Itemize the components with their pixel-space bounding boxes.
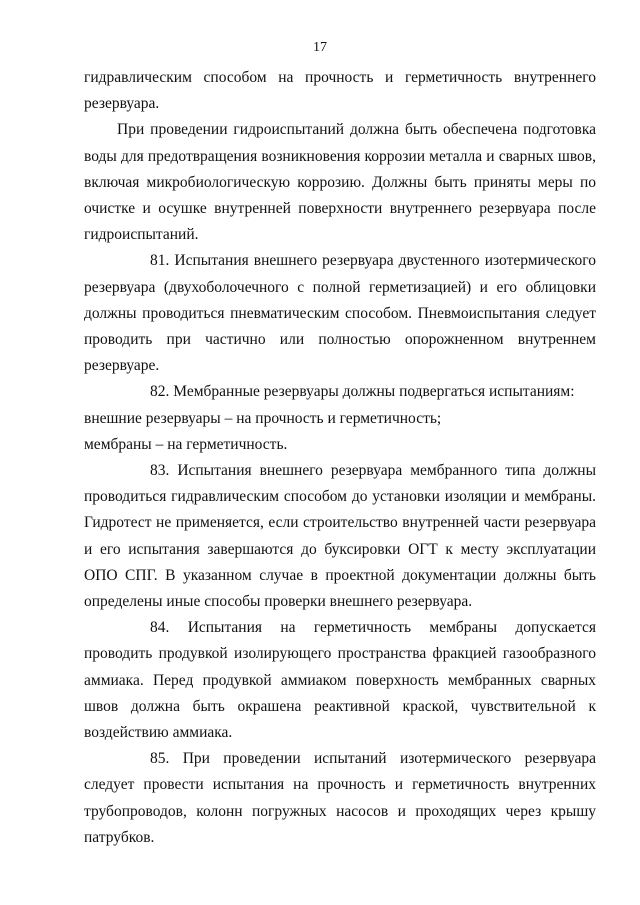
paragraph-84: [84, 615, 596, 746]
list-item-external-tanks: внешние резервуары – на прочность и герметичность;: [84, 409, 442, 427]
paragraph-number-83: 83.: [150, 462, 170, 480]
paragraph-text-84: Испытания на герметичность мембраны допускается проводить продувкой изолирующего пространства фракцией газообразного аммиака. Перед продувкой аммиаком поверхность мембранных сварных швов должна быть окрашена реактивной краской, чувствительной к воздействию аммиака.: [84, 619, 596, 742]
paragraph-83: [84, 458, 596, 615]
paragraph-number-84: 84.: [150, 619, 170, 637]
paragraph-number-81: 81.: [150, 252, 170, 270]
paragraph-text-83: Испытания внешнего резервуара мембранного типа должны проводиться гидравлическим способом до установки изоляции и мембраны. Гидротест не применяется, если строительство внутренней части резервуара и его испытания завершаются до буксировки ОГТ к месту эксплуатации ОПО СПГ. В указанном случае в проектной документации должны быть определены иные способы проверки внешнего резервуара.: [84, 462, 596, 611]
paragraph-85: [84, 746, 596, 851]
list-item-membranes: мембраны – на герметичность.: [84, 435, 288, 453]
paragraph-81: [84, 248, 596, 379]
paragraph-number-85: 85.: [150, 750, 170, 768]
paragraph-continuation: гидравлическим способом на прочность и герметичность внутреннего резервуара.: [84, 69, 596, 113]
paragraph-82: [84, 379, 596, 405]
paragraph-text-82: Мембранные резервуары должны подвергаться испытаниям:: [173, 383, 575, 401]
paragraph-hydrotest-preparation: При проведении гидроиспытаний должна быть обеспечена подготовка воды для предотвращения возникновения коррозии металла и сварных швов, включая микробиологическую коррозию. Должны быть приняты меры по очистке и осушке внутренней поверхности внутреннего резервуара после гидроиспытаний.: [84, 121, 596, 244]
paragraph-text-81: Испытания внешнего резервуара двустенного изотермического резервуара (двухоболочечного с полной герметизацией) и его облицовки должны проводиться пневматическим способом. Пневмоиспытания следует проводить при частично или полностью опорожненном внутреннем резервуаре.: [84, 252, 596, 375]
document-body: [84, 65, 596, 851]
paragraph-text-85: При проведении испытаний изотермического резервуара следует провести испытания на прочность и герметичность внутренних трубопроводов, колонн погружных насосов и проходящих через крышу патрубков.: [84, 750, 596, 846]
page-number: 17: [313, 40, 327, 55]
paragraph-number-82: 82.: [150, 383, 170, 401]
